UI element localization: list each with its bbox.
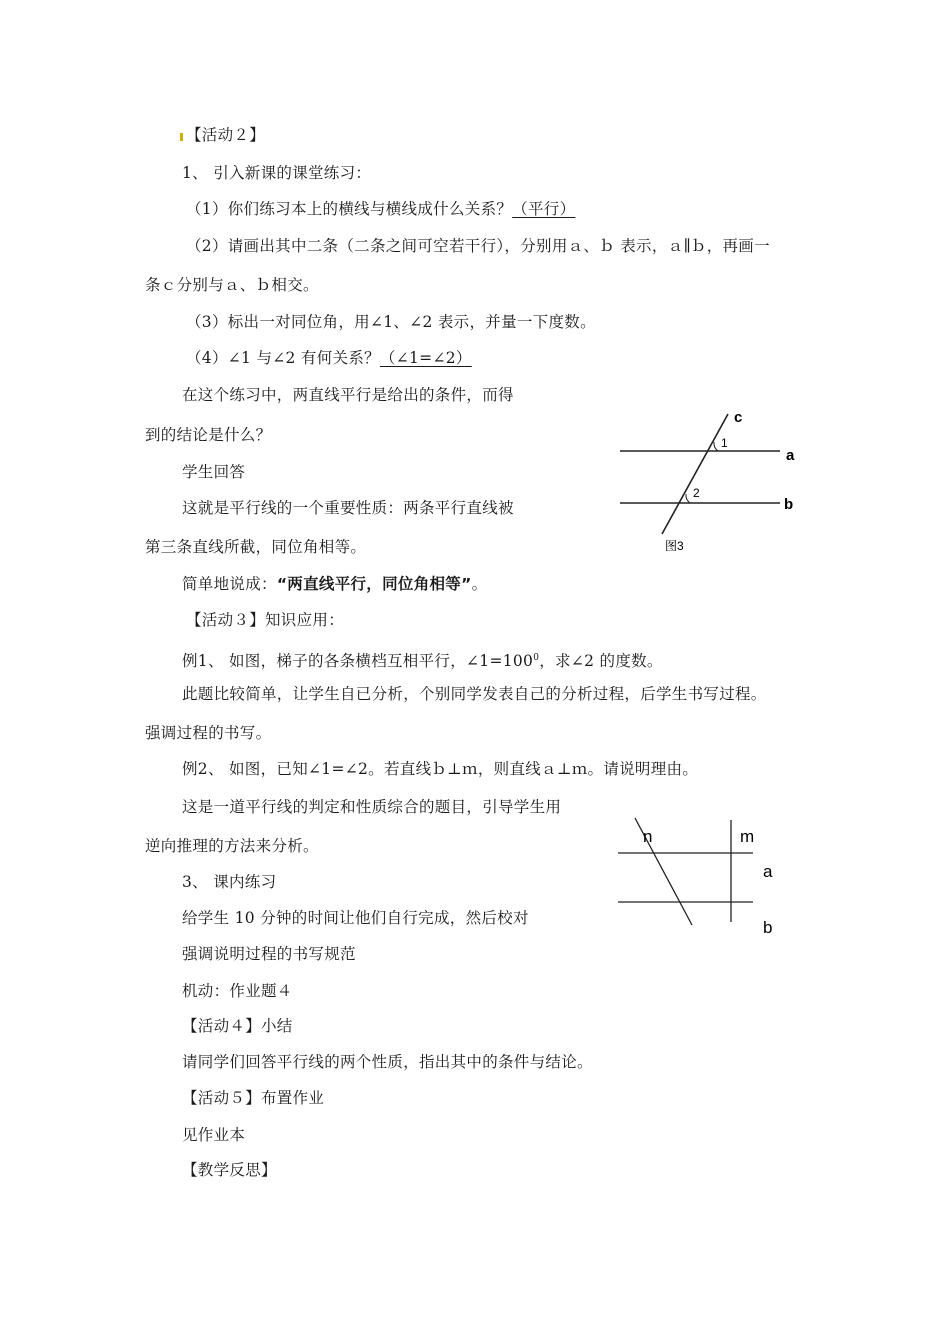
activity2-heading-text: 【活动２】 [186,126,266,144]
marker-dot [180,133,183,141]
simple-suffix: 。 [471,575,488,593]
question4 [186,348,472,368]
label-b: b [784,496,794,513]
question1-answer: （平行） [512,200,576,218]
label-angle1: 1 [721,436,728,450]
degree-sup: 0 [533,653,540,663]
question4-answer: （∠1=∠2） [379,349,472,367]
angle1-arc [714,442,718,451]
example1 [182,648,663,671]
label-m: m [740,827,755,846]
example1-suffix: ，求∠2 的度数。 [539,652,663,671]
activity4-heading: 【活动４】小结 [182,1017,293,1035]
simple-statement [182,574,487,594]
label-a2: a [763,862,773,881]
question3: （3）标出一对同位角，用∠1、∠2 表示，并量一下度数。 [186,313,596,331]
figure-perpendicular [610,810,790,950]
practice-line2: 强调说明过程的书写规范 [182,945,356,963]
item3-heading: 3、 课内练习 [182,873,277,891]
label-angle2: 2 [693,486,700,500]
analysis-line1: 此题比较简单，让学生自已分析，个别同学发表自己的分析过程，后学生书写过程。 [182,685,767,703]
homework-text: 见作业本 [182,1126,246,1144]
label-b2: b [763,918,773,937]
activity3-heading: 【活动３】知识应用： [186,611,345,629]
reflection-heading: 【教学反思】 [182,1161,277,1179]
question2-line1: （2）请画出其中二条（二条之间可空若干行），分别用ａ、ｂ 表示，ａ∥ｂ，再画一 [186,237,770,255]
question1-text: （1）你们练习本上的横线与横线成什么关系？ [186,200,513,218]
property-statement: “两直线平行，同位角相等” [276,575,472,593]
example1-text: 例1、 如图，梯子的各条横档互相平行，∠1=100 [182,652,534,671]
angle2-arc [686,494,690,503]
question2-line2: 条ｃ分别与ａ、ｂ相交。 [145,276,319,294]
flex-homework: 机动：作业题４ [182,982,293,1000]
item1-intro: 1、 引入新课的课堂练习： [182,164,372,182]
question4-text: （4）∠1 与∠2 有何关系？ [186,349,380,367]
label-c: c [734,409,743,426]
figure-parallel-transversal [610,400,810,560]
activity5-heading: 【活动５】布置作业 [182,1089,325,1107]
student-answer: 学生回答 [182,463,246,481]
paragraph3-line2: 逆向推理的方法来分析。 [145,837,319,855]
paragraph2-line1: 这就是平行线的一个重要性质：两条平行直线被 [182,499,514,517]
label-n: n [643,827,653,846]
example2: 例2、 如图，已知∠1=∠2。若直线ｂ⊥ｍ，则直线ａ⊥ｍ。请说明理由。 [182,760,699,778]
paragraph1-line1: 在这个练习中，两直线平行是给出的条件，而得 [182,386,514,404]
simple-prefix: 简单地说成： [182,575,277,593]
activity2-heading [180,125,265,145]
line-c [662,414,728,534]
analysis-line2: 强调过程的书写。 [145,724,272,742]
label-a: a [786,447,795,464]
figure1-caption: 图3 [665,539,684,553]
paragraph1-line2: 到的结论是什么？ [145,426,272,444]
summary-text: 请同学们回答平行线的两个性质，指出其中的条件与结论。 [182,1053,593,1071]
paragraph2-line2: 第三条直线所截，同位角相等。 [145,538,367,556]
practice-line1: 给学生 10 分钟的时间让他们自行完成，然后校对 [182,909,529,927]
question1 [186,199,575,219]
paragraph3-line1: 这是一道平行线的判定和性质综合的题目，引导学生用 [182,798,562,816]
